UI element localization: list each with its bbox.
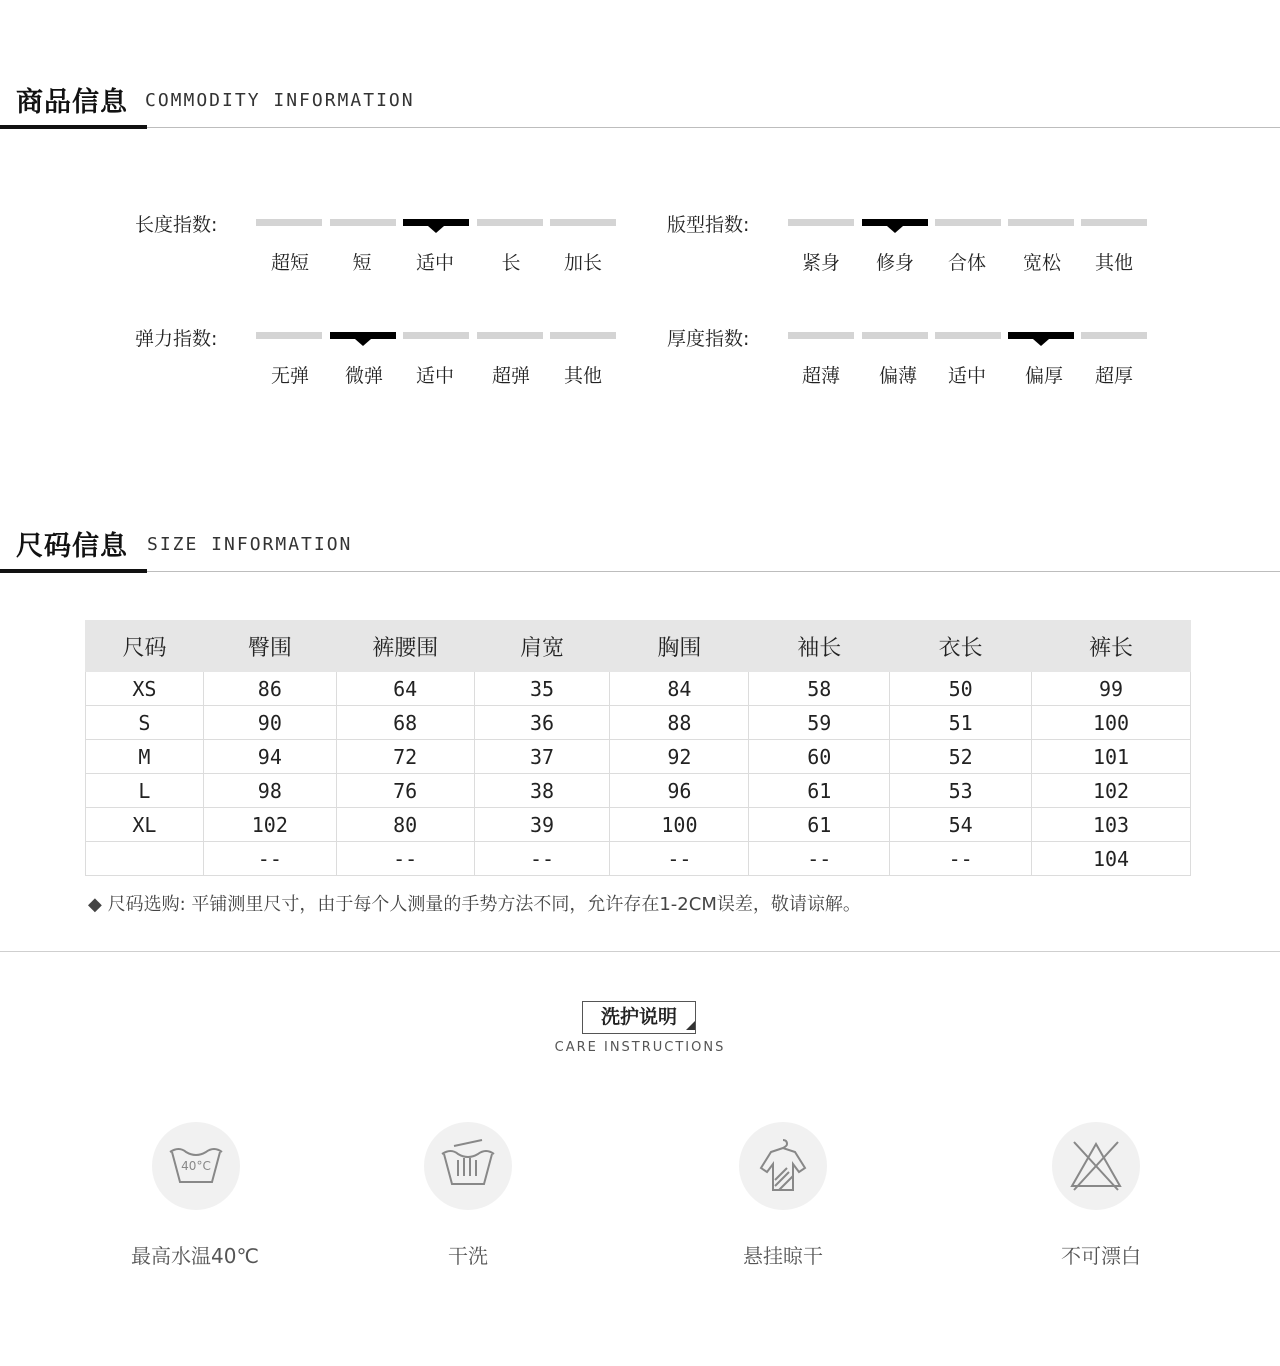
table-cell: 64 [336,672,474,706]
scale-option: 紧身 [801,252,840,274]
scale-segment [256,219,322,226]
index-label: 长度指数: [135,214,218,236]
scale-option: 无弹 [270,365,309,387]
table-cell [86,842,204,876]
table-cell: 52 [890,740,1032,774]
table-cell: 94 [203,740,336,774]
table-cell: 104 [1032,842,1191,876]
wash-temp-text: 40°C [181,1159,211,1173]
table-cell: 80 [336,808,474,842]
no-bleach-icon [1052,1122,1140,1210]
care-title-corner [686,1021,695,1030]
scale-option: 加长 [563,252,602,274]
size-title: 尺码信息 [16,531,128,562]
size-table [85,620,1191,876]
scale-option: 偏厚 [1024,365,1063,387]
scale-option: 适中 [415,365,454,387]
scale-segment [550,219,616,226]
table-cell: -- [610,842,749,876]
table-cell: 51 [890,706,1032,740]
scale-option: 适中 [947,365,986,387]
scale-option: 修身 [875,252,914,274]
index-label: 厚度指数: [667,328,750,350]
table-cell: L [86,774,204,808]
column-header: 裤长 [1032,621,1191,672]
scale-segment [256,332,322,339]
wash-40-icon [152,1122,240,1210]
scale-segment [330,219,396,226]
column-header: 胸围 [610,621,749,672]
table-cell: 84 [610,672,749,706]
commodity-rule-accent [0,125,147,129]
table-cell: 38 [474,774,610,808]
section-divider [0,951,1280,952]
scale-option: 合体 [947,252,986,274]
scale-segment [862,332,928,339]
scale-segment [788,219,854,226]
dry-clean-icon [424,1122,512,1210]
table-row [86,740,1191,774]
size-note: ◆ 尺码选购: 平铺测里尺寸，由于每个人测量的手势方法不同，允许存在1-2CM误差，敬请谅解。 [88,894,861,915]
commodity-title: 商品信息 [16,87,128,118]
table-cell: 61 [749,808,890,842]
table-cell: 100 [610,808,749,842]
table-cell: XS [86,672,204,706]
column-header: 肩宽 [474,621,610,672]
table-cell: -- [474,842,610,876]
index-label: 弹力指数: [135,328,218,350]
size-subtitle: SIZE INFORMATION [147,534,353,555]
care-label: 干洗 [448,1244,488,1268]
column-header: 袖长 [749,621,890,672]
scale-segment [935,219,1001,226]
table-cell: 102 [203,808,336,842]
scale-option: 超弹 [491,365,530,387]
table-cell: 103 [1032,808,1191,842]
table-cell: 102 [1032,774,1191,808]
table-row [86,672,1191,706]
scale-segment [788,332,854,339]
table-cell: 90 [203,706,336,740]
table-cell: 58 [749,672,890,706]
table-cell: 60 [749,740,890,774]
care-subtitle: CARE INSTRUCTIONS [554,1040,726,1055]
care-title: 洗护说明 [582,1001,696,1034]
index-label: 版型指数: [667,214,750,236]
scale-segment [477,332,543,339]
care-label: 悬挂晾干 [743,1244,823,1268]
table-row [86,808,1191,842]
care-label: 最高水温40℃ [131,1244,259,1268]
scale-segment [403,332,469,339]
table-cell: 101 [1032,740,1191,774]
table-row [86,842,1191,876]
table-cell: 100 [1032,706,1191,740]
commodity-subtitle: COMMODITY INFORMATION [145,90,415,111]
scale-segment-selected [1008,332,1074,339]
table-cell: 98 [203,774,336,808]
table-cell: 50 [890,672,1032,706]
table-cell: 59 [749,706,890,740]
scale-option: 超薄 [801,365,840,387]
size-rule-accent [0,569,147,573]
table-cell: XL [86,808,204,842]
table-cell: -- [749,842,890,876]
scale-segment [550,332,616,339]
scale-segment-selected [330,332,396,339]
table-cell: M [86,740,204,774]
table-cell: 54 [890,808,1032,842]
size-rule [0,571,1280,572]
care-label: 不可漂白 [1061,1244,1141,1268]
scale-segment [1081,219,1147,226]
scale-option: 偏薄 [878,365,917,387]
scale-option: 超短 [270,252,309,274]
table-cell: 37 [474,740,610,774]
table-cell: -- [203,842,336,876]
scale-segment [477,219,543,226]
table-row [86,774,1191,808]
table-cell: 61 [749,774,890,808]
table-cell: 99 [1032,672,1191,706]
scale-segment [935,332,1001,339]
table-cell: 72 [336,740,474,774]
table-cell: S [86,706,204,740]
table-cell: 53 [890,774,1032,808]
table-cell: 68 [336,706,474,740]
table-cell: 39 [474,808,610,842]
table-cell: 96 [610,774,749,808]
scale-option: 宽松 [1022,252,1061,274]
commodity-rule [0,127,1280,128]
hang-dry-icon [739,1122,827,1210]
scale-option: 短 [352,252,372,274]
scale-option: 其他 [1094,252,1133,274]
table-cell: 86 [203,672,336,706]
column-header: 裤腰围 [336,621,474,672]
scale-segment [1008,219,1074,226]
table-cell: 35 [474,672,610,706]
scale-segment [1081,332,1147,339]
column-header: 衣长 [890,621,1032,672]
column-header: 臀围 [203,621,336,672]
table-cell: 36 [474,706,610,740]
table-header-row [86,621,1191,672]
scale-segment-selected [862,219,928,226]
table-cell: 76 [336,774,474,808]
table-row [86,706,1191,740]
scale-option: 其他 [563,365,602,387]
table-cell: 92 [610,740,749,774]
column-header: 尺码 [86,621,204,672]
table-cell: -- [336,842,474,876]
table-cell: 88 [610,706,749,740]
scale-option: 微弹 [344,365,383,387]
scale-option: 超厚 [1094,365,1133,387]
scale-option: 适中 [415,252,454,274]
scale-option: 长 [501,252,521,274]
scale-segment-selected [403,219,469,226]
table-cell: -- [890,842,1032,876]
